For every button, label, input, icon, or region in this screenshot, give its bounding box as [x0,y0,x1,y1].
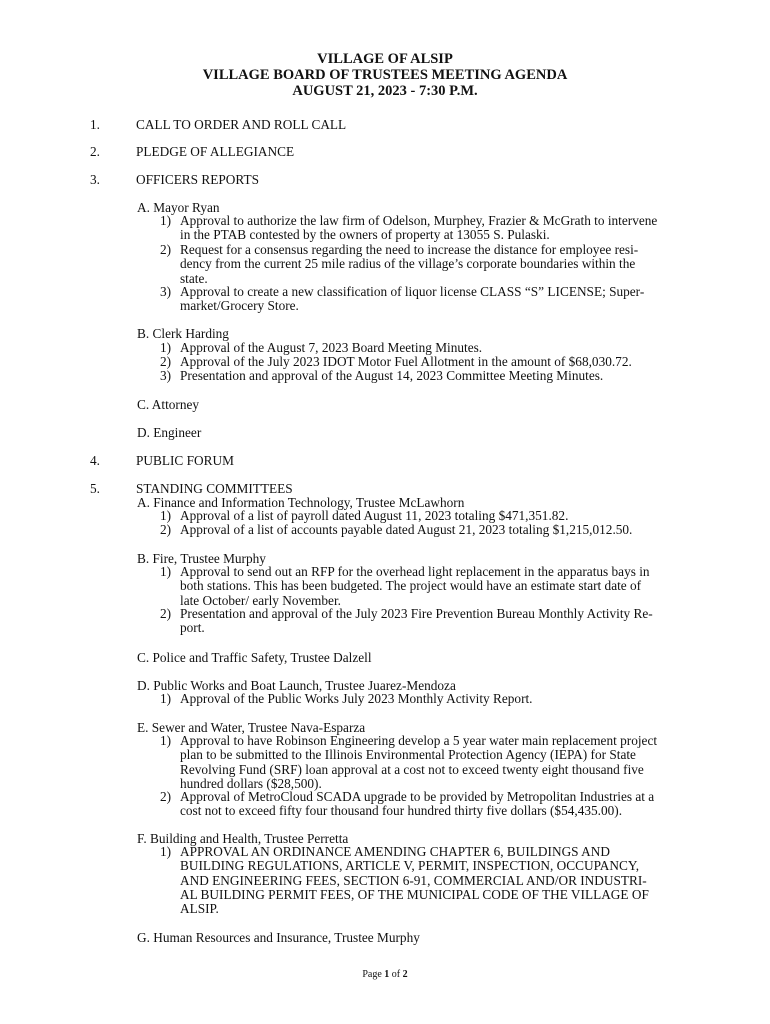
subsection-heading: C. Police and Traffic Safety, Trustee Dalzell [137,650,372,665]
subsection-heading: C. Attorney [137,397,200,412]
item-number: 2) [160,606,172,621]
section-title: PUBLIC FORUM [136,453,234,468]
item-text: Approval of MetroCloud SCADA upgrade to be provided by Metropolitan Industries at a cost not to exceed fifty four thousand four hundred thirty five dollars ($54,435.00). [180,789,655,819]
subsection-heading: D. Engineer [137,425,202,440]
item-number: 1) [160,564,172,579]
agenda-header [0,51,770,99]
item-text: Approval to authorize the law firm of Odelson, Murphey, Frazier & McGrath to intervene in the PTAB contested by the owners of property at 13055 S. Pulaski. [180,213,658,243]
section-title: OFFICERS REPORTS [136,172,259,187]
item-text: Presentation and approval of the August 14, 2023 Committee Meeting Minutes. [180,368,604,383]
item-text: Presentation and approval of the July 2023 Fire Prevention Bureau Monthly Activity Re- port. [180,606,653,636]
subsection-heading: B. Clerk Harding [137,326,229,341]
section-number: 2. [90,144,100,159]
item-number: 1) [160,340,172,355]
item-number: 1) [160,508,172,523]
item-number: 1) [160,691,172,706]
item-text: Request for a consensus regarding the need to increase the distance for employee resi- dency from the current 25 mile radius of the village’s corporate boundaries within the state. [180,242,639,286]
section-number: 5. [90,481,100,496]
item-number: 3) [160,284,172,299]
page-word: Page [362,969,382,980]
item-number: 2) [160,522,172,537]
item-text: Approval to send out an RFP for the overhead light replacement in the apparatus bays in both stations. This has been budgeted. The project would have an estimate start date of late October/ early November. [180,564,650,608]
page-total: 2 [402,969,408,980]
item-text: Approval of the July 2023 IDOT Motor Fuel Allotment in the amount of $68,030.72. [180,354,632,369]
subsection-heading: A. Finance and Information Technology, Trustee McLawhorn [137,495,465,510]
item-number: 1) [160,733,172,748]
item-number: 3) [160,368,172,383]
item-text: APPROVAL AN ORDINANCE AMENDING CHAPTER 6, BUILDINGS AND BUILDING REGULATIONS, ARTICLE V, PERMIT, INSPECTION, OCCUPANCY, AND ENGINEERING FEES, SECTION 6-91, COMMERCIAL AND/OR INDUSTRI- AL BUILDING PERMIT FEES, OF THE MUNICIPAL CODE OF THE VILLAGE OF ALSIP. [180,844,649,917]
subsection-heading: G. Human Resources and Insurance, Trustee Murphy [137,930,420,945]
village-name: VILLAGE OF ALSIP [317,51,453,67]
of-word: of [391,969,401,980]
section-number: 3. [90,172,100,187]
subsection-heading: B. Fire, Trustee Murphy [137,551,266,566]
item-text: Approval to have Robinson Engineering develop a 5 year water main replacement project plan to be submitted to the Illinois Environmental Protection Agency (IEPA) for State Revolving Fund (SRF) loan approval at a cost not to exceed twenty eight thousand five hundred dollars ($28,500). [180,733,658,791]
section-number: 4. [90,453,100,468]
section-title: PLEDGE OF ALLEGIANCE [136,144,295,159]
item-text: Approval of the Public Works July 2023 Monthly Activity Report. [180,691,533,706]
subsection-heading: D. Public Works and Boat Launch, Trustee Juarez-Mendoza [137,678,456,693]
item-number: 1) [160,213,172,228]
page-number: 1 [384,969,390,980]
section-title: STANDING COMMITTEES [136,481,293,496]
item-number: 2) [160,242,172,257]
meeting-date: AUGUST 21, 2023 - 7:30 P.M. [292,83,478,99]
subsection-heading: E. Sewer and Water, Trustee Nava-Esparza [137,720,366,735]
agenda-title: VILLAGE BOARD OF TRUSTEES MEETING AGENDA [202,67,568,83]
item-number: 1) [160,844,172,859]
item-text: Approval of a list of payroll dated August 11, 2023 totaling $471,351.82. [180,508,569,523]
subsection-heading: A. Mayor Ryan [137,200,220,215]
item-text: Approval of the August 7, 2023 Board Meeting Minutes. [180,340,483,355]
subsection-heading: F. Building and Health, Trustee Perretta [137,831,349,846]
item-text: Approval of a list of accounts payable dated August 21, 2023 totaling $1,215,012.50. [180,522,633,537]
item-number: 2) [160,354,172,369]
item-text: Approval to create a new classification of liquor license CLASS “S” LICENSE; Super- market/Grocery Store. [180,284,645,314]
page-footer [0,969,770,980]
item-number: 2) [160,789,172,804]
section-title: CALL TO ORDER AND ROLL CALL [136,117,347,132]
section-number: 1. [90,117,100,132]
